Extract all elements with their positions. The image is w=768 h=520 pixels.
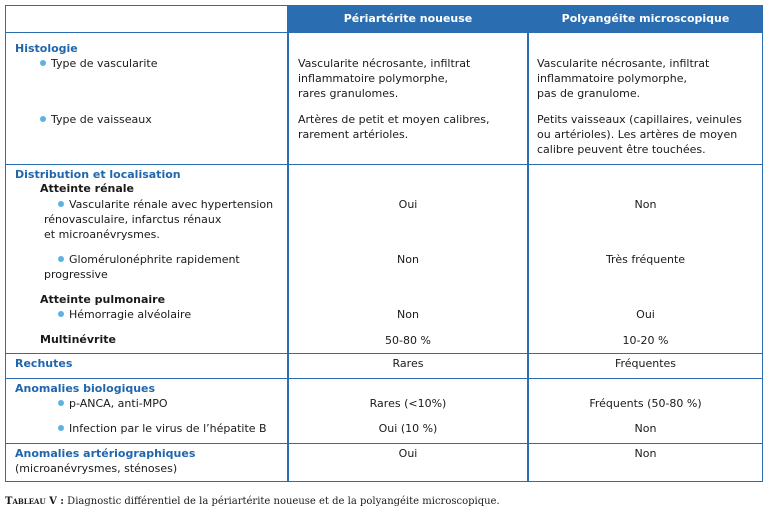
header-blank-cell xyxy=(6,6,287,32)
cell-pam-type-vascularite xyxy=(537,56,709,101)
row-label-type-vaisseaux xyxy=(40,112,152,127)
cell-pan-vasc-renale: Oui xyxy=(398,198,418,211)
label-text: Type de vaisseaux xyxy=(51,113,152,126)
cell-pam-multinevrite: 10-20 % xyxy=(622,334,669,347)
cell-pan-arterio: Oui xyxy=(398,447,418,460)
cell-line: calibre peuvent être touchées. xyxy=(537,143,706,156)
cell-line: Artères de petit et moyen calibres, xyxy=(298,113,490,126)
cell-pan-hepb: Oui (10 %) xyxy=(378,422,438,435)
bullet-icon xyxy=(40,116,46,122)
bullet-icon xyxy=(58,201,64,207)
cell-line: rarement artérioles. xyxy=(298,128,409,141)
table-header xyxy=(6,6,762,32)
cell-pan-glomerulo: Non xyxy=(397,253,419,266)
cell-pam-hemorragie: Oui xyxy=(636,308,655,321)
cell-pan-type-vaisseaux xyxy=(298,112,490,142)
row-rule-distribution xyxy=(6,353,762,354)
cell-line: Petits vaisseaux (capillaires, veinules xyxy=(537,113,742,126)
row-label-vasc-renale-cont xyxy=(44,212,221,242)
cell-pan-anca: Rares (<10%) xyxy=(369,397,447,410)
cell-line: Vascularite nécrosante, infiltrat xyxy=(298,57,471,70)
cell-pan-hemorragie: Non xyxy=(397,308,419,321)
row-rule-rechutes xyxy=(6,378,762,379)
label-text: Infection par le virus de l’hépatite B xyxy=(69,422,267,435)
cell-pan-multinevrite: 50-80 % xyxy=(385,334,431,347)
cell-pan-rechutes: Rares xyxy=(392,357,424,370)
cell-pam-vasc-renale: Non xyxy=(634,198,657,211)
label-line: et microanévrysmes. xyxy=(44,228,160,241)
label-text: Type de vascularite xyxy=(51,57,158,70)
row-label-hemorragie xyxy=(58,307,191,322)
section-anomalies-biologiques: Anomalies biologiques xyxy=(15,382,156,395)
label-line: progressive xyxy=(44,268,108,281)
caption-text: Diagnostic différentiel de la périartérite noueuse et de la polyangéite microscopique. xyxy=(64,496,500,507)
row-label-anca xyxy=(58,396,168,411)
row-label-glomerulo xyxy=(58,252,240,267)
comparison-table xyxy=(5,5,763,482)
cell-pam-rechutes: Fréquentes xyxy=(614,357,677,370)
cell-line: ou artérioles). Les artères de moyen xyxy=(537,128,738,141)
caption-label: Tableau V : xyxy=(5,496,64,507)
subsection-atteinte-renale: Atteinte rénale xyxy=(40,182,135,195)
row-label-vasc-renale xyxy=(58,197,273,212)
table-caption xyxy=(5,496,500,507)
bullet-icon xyxy=(58,425,64,431)
cell-pam-type-vaisseaux xyxy=(537,112,742,157)
cell-line: Vascularite nécrosante, infiltrat xyxy=(537,57,710,70)
cell-line: rares granulomes. xyxy=(298,87,399,100)
row-label-multinevrite: Multinévrite xyxy=(40,333,116,346)
header-pan: Périartérite noueuse xyxy=(289,6,527,32)
header-pam: Polyangéite microscopique xyxy=(529,6,762,32)
label-text: p-ANCA, anti-MPO xyxy=(69,397,168,410)
bullet-icon xyxy=(58,311,64,317)
subsection-atteinte-pulmonaire: Atteinte pulmonaire xyxy=(40,293,166,306)
cell-line: pas de granulome. xyxy=(537,87,641,100)
row-label-type-vascularite xyxy=(40,56,157,71)
label-line: rénovasculaire, infarctus rénaux xyxy=(44,213,222,226)
cell-pam-glomerulo: Très fréquente xyxy=(605,253,686,266)
bullet-icon xyxy=(40,60,46,66)
section-histologie: Histologie xyxy=(15,42,78,55)
bullet-icon xyxy=(58,400,64,406)
section-arterio-subtitle: (microanévrysmes, sténoses) xyxy=(15,462,178,475)
label-text: Glomérulonéphrite rapidement xyxy=(69,253,240,266)
cell-pan-type-vascularite xyxy=(298,56,470,101)
bullet-icon xyxy=(58,256,64,262)
label-text: Vascularite rénale avec hypertension xyxy=(69,198,274,211)
row-label-hepb xyxy=(58,421,267,436)
cell-pam-hepb: Non xyxy=(634,422,657,435)
section-rechutes: Rechutes xyxy=(15,357,73,370)
section-distribution: Distribution et localisation xyxy=(15,168,181,181)
row-rule-bio xyxy=(6,443,762,444)
row-rule-histologie xyxy=(6,164,762,165)
header-rule xyxy=(6,32,762,33)
cell-line: inflammatoire polymorphe, xyxy=(298,72,448,85)
cell-pam-arterio: Non xyxy=(634,447,657,460)
section-anomalies-arteriographiques: Anomalies artériographiques xyxy=(15,447,196,460)
label-text: Hémorragie alvéolaire xyxy=(69,308,192,321)
cell-pam-anca: Fréquents (50-80 %) xyxy=(589,397,702,410)
cell-line: inflammatoire polymorphe, xyxy=(537,72,687,85)
